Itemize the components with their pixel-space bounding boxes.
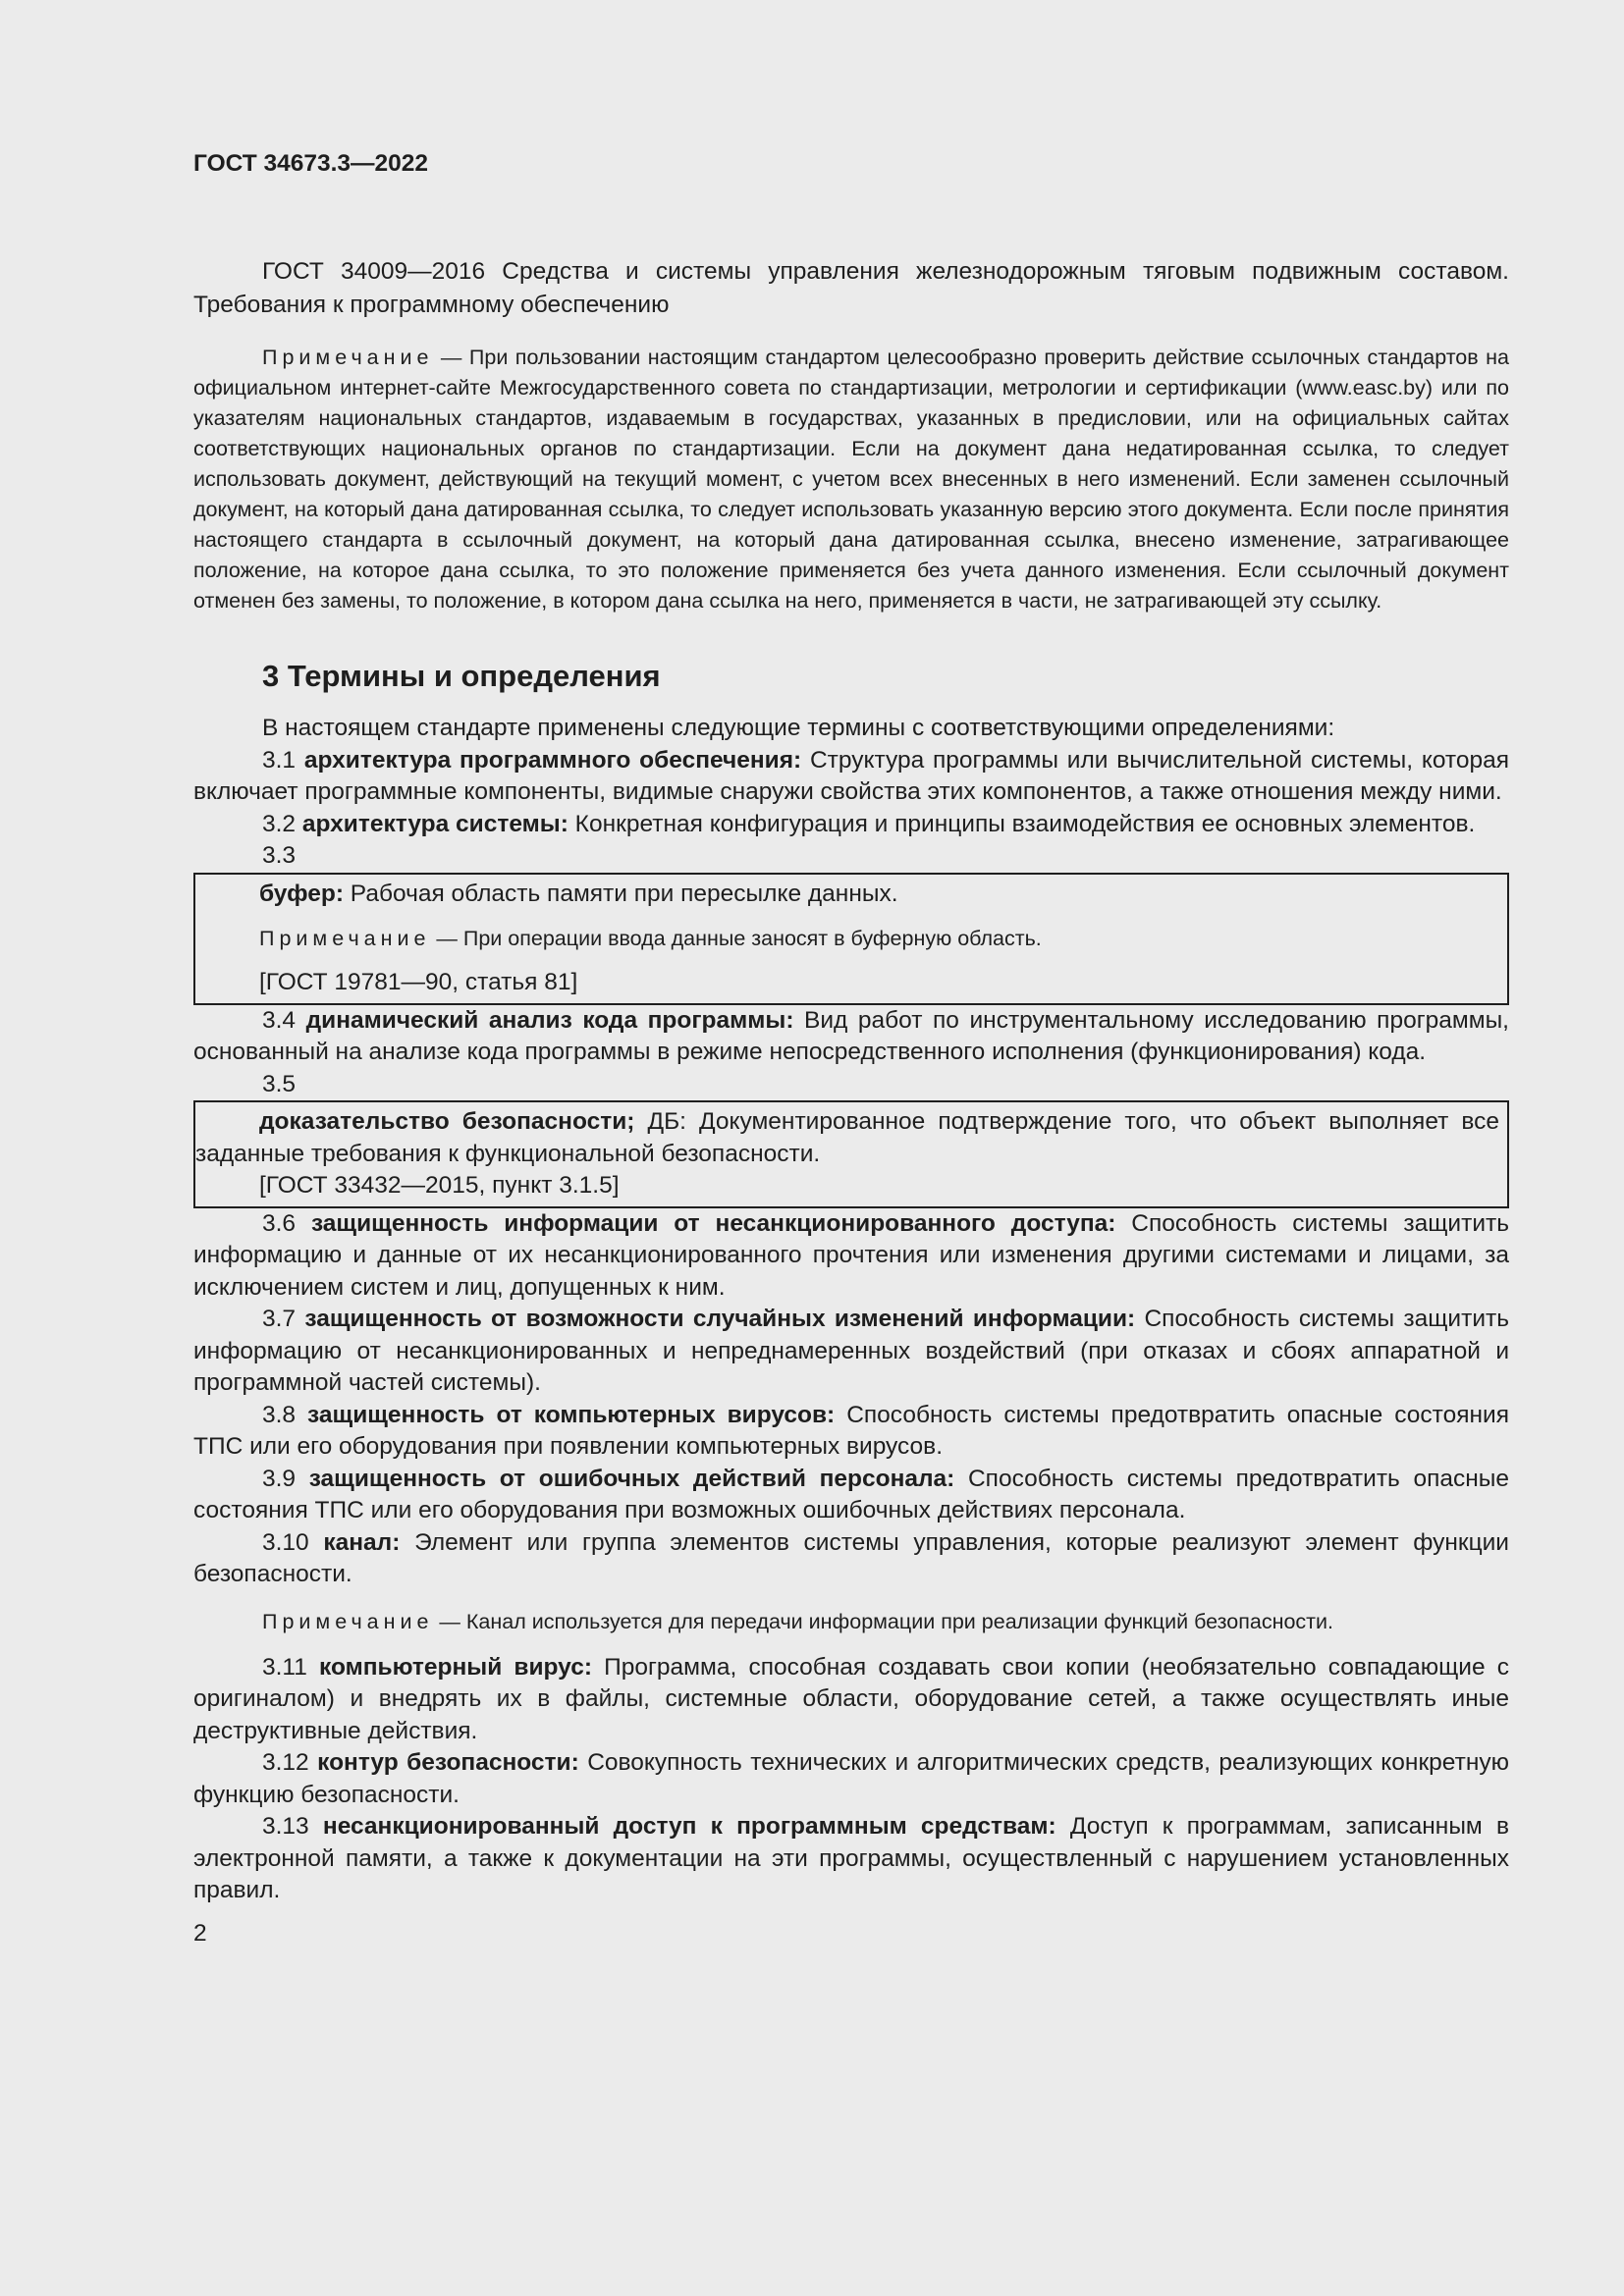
- term-number: 3.11: [262, 1653, 320, 1681]
- term-number: 3.2: [262, 810, 302, 837]
- reference-gost-34009: ГОСТ 34009—2016 Средства и системы управления железнодорожным тяговым подвижным составом. Требования к программному обеспечению: [193, 258, 1509, 318]
- term-name: канал:: [323, 1528, 401, 1556]
- term-definition: Способность системы предотвратить опасные состояния ТПС или его оборудования при появлении компьютерных вирусов.: [193, 1401, 1509, 1460]
- term-name: несанкционированный доступ к программным средствам:: [322, 1813, 1056, 1840]
- term-definition: Рабочая область памяти при пересылке данных.: [343, 880, 898, 907]
- note-text: — Канал используется для передачи информации при реализации функций безопасности.: [433, 1609, 1334, 1633]
- term-3-11: [193, 1652, 1509, 1748]
- term-3-3-number: 3.3: [262, 842, 297, 869]
- term-number: 3.7: [262, 1306, 305, 1332]
- term-definition: Вид работ по инструментальному исследованию программы, основанный на анализе кода программы в режиме непосредственного исполнения (функционирования) кода.: [193, 1006, 1509, 1065]
- term-3-10-note: [193, 1607, 1509, 1636]
- term-name: архитектура системы:: [301, 810, 568, 837]
- term-3-5-number: 3.5: [262, 1070, 297, 1097]
- term-definition: Способность системы защитить информацию от несанкционированных и непреднамеренных воздействий (при отказах и сбоях аппаратной и программной частей системы).: [193, 1306, 1510, 1396]
- term-name: защищенность от ошибочных действий персонала:: [308, 1465, 955, 1492]
- section-intro: В настоящем стандарте применены следующие термины с соответствующими определениями:: [262, 715, 1335, 741]
- term-number: 3.8: [262, 1401, 308, 1428]
- term-3-1: [193, 745, 1509, 809]
- section-title: 3 Термины и определения: [262, 659, 661, 693]
- term-3-5: [195, 1106, 1507, 1170]
- term-3-12: [193, 1747, 1509, 1811]
- term-definition: Программа, способная создавать свои копии (необязательно совпадающие с оригиналом) и внедрять их в файлы, системные области, оборудование сетей, а также осуществлять иные деструктивные действия.: [193, 1653, 1509, 1744]
- term-definition: Способность системы предотвратить опасные состояния ТПС или его оборудования при возможных ошибочных действиях персонала.: [193, 1465, 1509, 1523]
- term-3-3-box: [193, 873, 1509, 1005]
- term-number: 3.13: [262, 1813, 323, 1840]
- term-3-3-note: [259, 924, 1507, 953]
- term-name: архитектура программного обеспечения:: [303, 746, 802, 774]
- term-number: 3.12: [262, 1749, 318, 1776]
- term-name: динамический анализ кода программы:: [305, 1006, 794, 1034]
- term-3-5-source: [ГОСТ 33432—2015, пункт 3.1.5]: [259, 1172, 620, 1199]
- term-number: 3.9: [262, 1465, 309, 1492]
- term-number: 3.1: [262, 746, 304, 774]
- term-3-5-box: [193, 1100, 1509, 1208]
- term-3-3-source: [ГОСТ 19781—90, статья 81]: [259, 969, 578, 995]
- term-definition: Элемент или группа элементов системы управления, которые реализуют элемент функции безопасности.: [193, 1528, 1509, 1587]
- term-number: 3.10: [262, 1528, 324, 1556]
- page-number: 2: [193, 1919, 207, 1947]
- term-definition: Совокупность технических и алгоритмических средств, реализующих конкретную функцию безопасности.: [193, 1749, 1509, 1808]
- term-3-10: [193, 1527, 1509, 1591]
- document-id: ГОСТ 34673.3—2022: [193, 150, 429, 177]
- term-3-2: [193, 809, 1509, 841]
- term-name: защищенность от компьютерных вирусов:: [307, 1401, 836, 1428]
- note-label: Примечание: [259, 927, 431, 950]
- term-3-3: [195, 879, 1507, 911]
- term-name: доказательство безопасности;: [259, 1108, 635, 1135]
- term-definition: ДБ: Документированное подтверждение того, что объект выполняет все заданные требования к функциональной безопасности.: [195, 1108, 1500, 1167]
- term-definition: Конкретная конфигурация и принципы взаимодействия ее основных элементов.: [568, 810, 1476, 837]
- term-3-4: [193, 1005, 1509, 1069]
- term-definition: Доступ к программам, записанным в электронной памяти, а также к документации на эти программы, осуществленный с нарушением установленных правил.: [193, 1813, 1509, 1903]
- term-3-13: [193, 1811, 1509, 1907]
- document-page: [193, 147, 1509, 1950]
- term-number: 3.4: [262, 1006, 306, 1034]
- note-label: Примечание: [262, 346, 434, 369]
- term-name: контур безопасности:: [317, 1749, 579, 1776]
- term-3-9: [193, 1464, 1509, 1527]
- note-text: — При операции ввода данные заносят в буферную область.: [430, 927, 1042, 950]
- term-name: компьютерный вирус:: [319, 1653, 592, 1681]
- term-definition: Структура программы или вычислительной системы, которая включает программные компоненты, видимые снаружи свойства этих компонентов, а также отношения между ними.: [193, 746, 1509, 805]
- term-3-7: [193, 1304, 1509, 1400]
- term-3-6: [193, 1208, 1509, 1305]
- term-name: защищенность от возможности случайных изменений информации:: [304, 1306, 1136, 1332]
- term-definition: Способность системы защитить информацию и данные от их несанкционированного прочтения или изменения другими системами и лицами, за исключением систем и лиц, допущенных к ним.: [193, 1209, 1509, 1301]
- note-label: Примечание: [262, 1609, 434, 1633]
- note-normative-references: [193, 343, 1509, 616]
- term-name: буфер:: [259, 880, 344, 907]
- term-name: защищенность информации от несанкционированного доступа:: [310, 1209, 1116, 1237]
- note-text: — При пользовании настоящим стандартом целесообразно проверить действие ссылочных стандартов на официальном интернет-сайте Межгосударственного совета по стандартизации, метрологии и сертификации (www.easc.by) или по указателям национальных стандартов, издаваемым в государствах, указанных в предисловии, или на официальных сайтах соответствующих национальных органов по стандартизации. Если на документ дана недатированная ссылка, то следует использовать документ, действующий на текущий момент, с учетом всех внесенных в него изменений. Если заменен ссылочный документ, на который дана датированная ссылка, то следует использовать указанную версию этого документа. Если после принятия настоящего стандарта в ссылочный документ, на который дана датированная ссылка, внесено изменение, затрагивающее положение, на которое дана ссылка, то это положение применяется без учета данного изменения. Если ссылочный документ отменен без замены, то положение, в котором дана ссылка на него, применяется в части, не затрагивающей эту ссылку.: [193, 346, 1509, 613]
- term-3-8: [193, 1400, 1509, 1464]
- term-number: 3.6: [262, 1209, 311, 1237]
